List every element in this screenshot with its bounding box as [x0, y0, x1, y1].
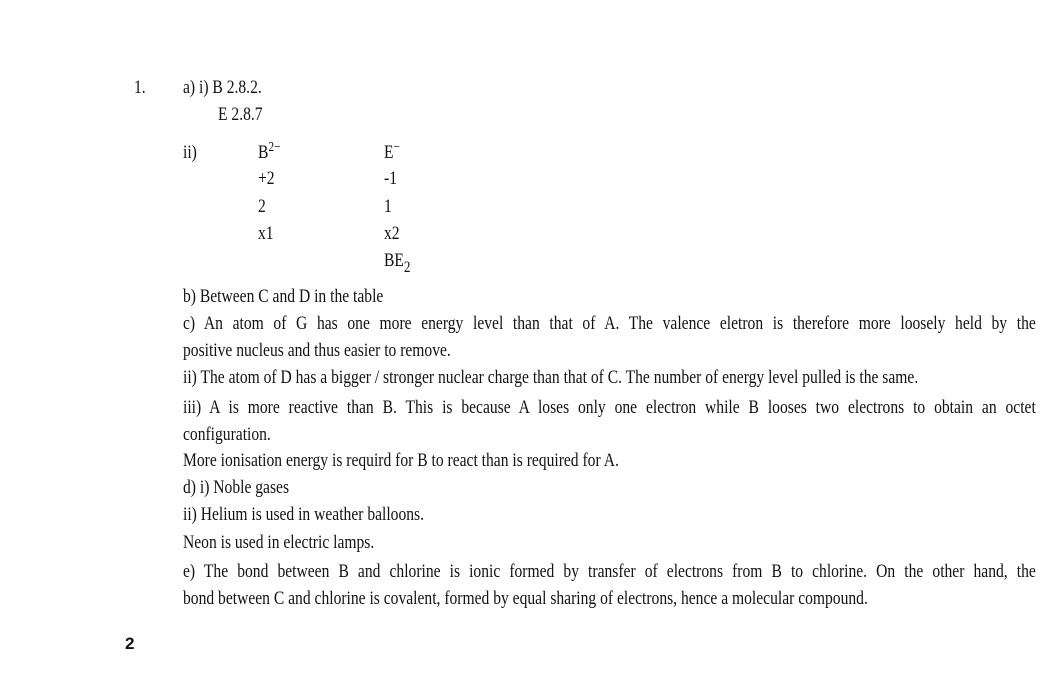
- formula: $BE_2$: [384, 250, 411, 276]
- question-number: 1.: [134, 77, 146, 98]
- count-b: 2: [258, 196, 266, 217]
- valency-e: -1: [384, 168, 397, 189]
- part-c-iii: iii) A is more reactive than B. This is because A loses only one electron while B looses two electrons to obtain an octet configuration.: [183, 397, 1036, 445]
- part-d-i: d) i) Noble gases: [183, 477, 290, 498]
- page-number: 2: [125, 634, 135, 653]
- mult-e: x2: [384, 223, 400, 244]
- part-d-ii-line1: ii) Helium is used in weather balloons.: [183, 504, 425, 525]
- mult-b: x1: [258, 223, 274, 244]
- part-a-i-line2: E 2.8.7: [218, 104, 263, 125]
- valency-b: +2: [258, 168, 275, 189]
- part-c-ii: ii) The atom of D has a bigger / stronger nuclear charge than that of C. The number of energy level pulled is the same.: [183, 367, 919, 388]
- ion-e: E−: [384, 140, 401, 163]
- part-e: e) The bond between B and chlorine is ionic formed by transfer of electrons from B to chlorine. On the other hand, the bond between C and chlorine is covalent, formed by equal sharing of electrons, hence a molecular compound.: [183, 561, 1036, 609]
- part-d-ii-line2: Neon is used in electric lamps.: [183, 532, 375, 553]
- part-c-i: c) An atom of G has one more energy level than that of A. The valence eletron is therefore more loosely held by the positive nucleus and thus easier to remove.: [183, 313, 1036, 361]
- ion-b: $B^{2-}$: [258, 140, 281, 163]
- part-c-iii-line3: More ionisation energy is requird for B to react than is required for A.: [183, 450, 619, 471]
- part-a-i-line1: a) i) B 2.8.2.: [183, 77, 262, 98]
- part-a-ii-label: ii): [183, 142, 197, 163]
- part-b: b) Between C and D in the table: [183, 286, 384, 307]
- count-e: 1: [384, 196, 392, 217]
